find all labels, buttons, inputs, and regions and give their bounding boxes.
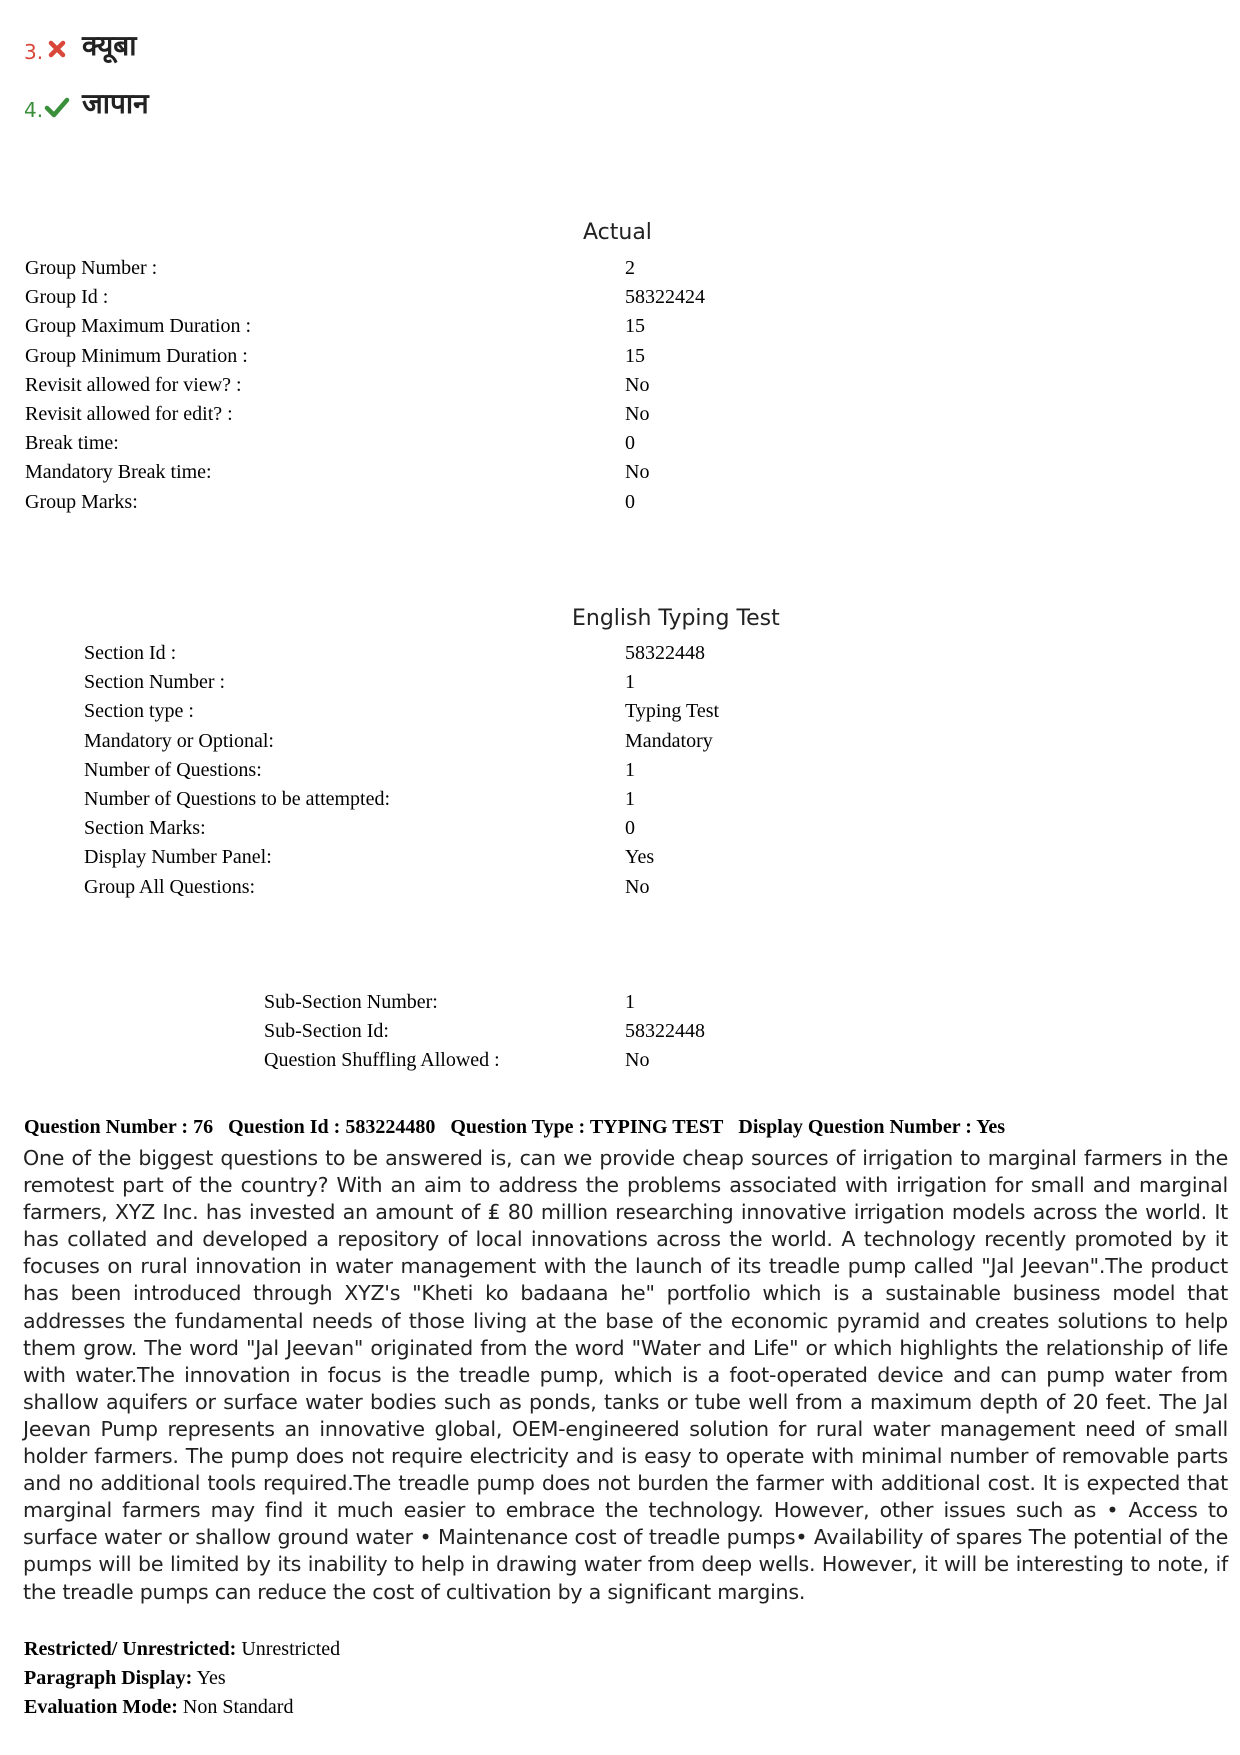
detail-label: Group Number :	[25, 257, 158, 280]
detail-row	[84, 814, 719, 843]
detail-label: Group Maximum Duration :	[25, 315, 252, 338]
meta-restricted	[24, 1638, 340, 1661]
option-text: जापान	[82, 87, 149, 120]
detail-label: Display Number Panel:	[84, 846, 272, 869]
wrong-cross-icon	[44, 36, 70, 62]
meta-value: Non Standard	[182, 1696, 294, 1718]
detail-value: 1	[625, 758, 635, 781]
detail-value: 0	[625, 817, 635, 840]
question-header	[24, 1116, 1015, 1139]
meta-value: Yes	[196, 1667, 226, 1689]
detail-value: 15	[625, 344, 645, 367]
detail-label: Revisit allowed for view? :	[25, 373, 242, 396]
detail-value: 0	[625, 490, 635, 513]
detail-value: 15	[625, 315, 645, 338]
detail-value: 58322448	[625, 1020, 705, 1043]
detail-label: Revisit allowed for edit? :	[25, 403, 233, 426]
group-heading: Actual	[583, 220, 652, 245]
detail-value: 58322448	[625, 642, 705, 665]
meta-evaluation-mode	[24, 1696, 293, 1719]
option-4	[24, 84, 149, 122]
option-number: 4.	[24, 98, 44, 122]
detail-label: Group Minimum Duration :	[25, 344, 248, 367]
detail-row	[84, 756, 719, 785]
detail-value: 1	[625, 991, 635, 1014]
option-3	[24, 26, 136, 64]
detail-row	[84, 639, 719, 668]
detail-label: Number of Questions:	[84, 758, 262, 781]
meta-label: Evaluation Mode:	[24, 1696, 178, 1718]
detail-row	[25, 400, 705, 429]
option-text: क्यूबा	[82, 29, 137, 62]
detail-row	[25, 283, 705, 312]
detail-row	[84, 785, 719, 814]
detail-row	[84, 697, 719, 726]
display-question-number: Display Question Number : Yes	[738, 1116, 1006, 1138]
detail-row	[25, 312, 705, 341]
detail-row	[84, 843, 719, 872]
detail-label: Mandatory Break time:	[25, 461, 212, 484]
meta-label: Paragraph Display:	[24, 1667, 193, 1689]
detail-label: Break time:	[25, 432, 119, 455]
section-details-table	[84, 639, 719, 902]
detail-value: Typing Test	[625, 700, 720, 723]
detail-row	[25, 254, 705, 283]
detail-value: Mandatory	[625, 729, 713, 752]
section-heading: English Typing Test	[572, 606, 780, 631]
detail-value: No	[625, 403, 650, 426]
detail-row	[84, 668, 719, 697]
detail-label: Section Id :	[84, 642, 177, 665]
detail-value: 2	[625, 257, 635, 280]
detail-label: Section Number :	[84, 671, 226, 694]
option-number: 3.	[24, 40, 44, 64]
detail-label: Group Marks:	[25, 490, 138, 513]
detail-label: Sub-Section Id:	[264, 1020, 389, 1043]
detail-label: Number of Questions to be attempted:	[84, 788, 391, 811]
detail-row	[84, 727, 719, 756]
detail-row	[25, 488, 705, 517]
question-type: Question Type : TYPING TEST	[450, 1116, 724, 1138]
question-id: Question Id : 583224480	[228, 1116, 436, 1138]
detail-label: Section Marks:	[84, 817, 206, 840]
detail-value: 1	[625, 788, 635, 811]
detail-value: 0	[625, 432, 635, 455]
detail-row	[25, 429, 705, 458]
detail-row	[25, 342, 705, 371]
correct-check-icon	[44, 94, 70, 120]
detail-row	[264, 988, 705, 1017]
detail-row	[264, 1046, 705, 1075]
group-details-table	[25, 254, 705, 517]
detail-value: No	[625, 1049, 650, 1072]
detail-row	[84, 873, 719, 902]
subsection-details-table	[264, 988, 705, 1076]
detail-row	[25, 458, 705, 487]
detail-label: Question Shuffling Allowed :	[264, 1049, 500, 1072]
detail-value: No	[625, 373, 650, 396]
detail-label: Mandatory or Optional:	[84, 729, 274, 752]
question-number: Question Number : 76	[24, 1116, 214, 1138]
typing-passage: One of the biggest questions to be answered is, can we provide cheap sources of irrigation to marginal farmers in the remotest part of the country? With an aim to address the problems associated with irrigation for small and marginal farmers, XYZ Inc. has invested an amount of ₤ 80 million researching innovative irrigation models across the world. It has collated and developed a repository of local innovations across the world. A technology recently promoted by it focuses on rural innovation in water management with the launch of its treadle pump called "Jal Jeevan".The product has been introduced through XYZ's "Kheti ko badaana he" portfolio which is a sustainable business model that addresses the fundamental needs of those living at the base of the economic pyramid and creates solutions to help them grow. The word "Jal Jeevan" originated from the word "Water and Life" or which highlights the relationship of life with water.The innovation in focus is the treadle pump, which is a foot-operated device and can pump water from shallow aquifers or surface water bodies such as ponds, tanks or tube well from a maximum depth of 20 feet. The Jal Jeevan Pump represents an innovative global, OEM-engineered solution for rural water management need of small holder farmers. The pump does not require electricity and is easy to operate with minimal number of removable parts and no additional tools required.The treadle pump does not burden the farmer with additional cost. It is expected that marginal farmers may find it much easier to embrace the technology. However, other issues such as • Access to surface water or shallow ground water • Maintenance cost of treadle pumps• Availability of spares The potential of the pumps will be limited by its inability to help in drawing water from deep wells. However, it will be interesting to note, if the treadle pumps can reduce the cost of cultivation by a significant margins.	[23, 1146, 1228, 1604]
detail-value: No	[625, 461, 650, 484]
meta-paragraph-display	[24, 1667, 226, 1690]
detail-value: Yes	[625, 846, 655, 869]
detail-value: 1	[625, 671, 635, 694]
detail-row	[25, 371, 705, 400]
detail-label: Group All Questions:	[84, 875, 256, 898]
detail-label: Sub-Section Number:	[264, 991, 438, 1014]
detail-value: No	[625, 875, 650, 898]
meta-label: Restricted/ Unrestricted:	[24, 1638, 237, 1660]
detail-row	[264, 1017, 705, 1046]
detail-label: Section type :	[84, 700, 194, 723]
detail-label: Group Id :	[25, 286, 109, 309]
detail-value: 58322424	[625, 286, 705, 309]
meta-value: Unrestricted	[241, 1638, 341, 1660]
